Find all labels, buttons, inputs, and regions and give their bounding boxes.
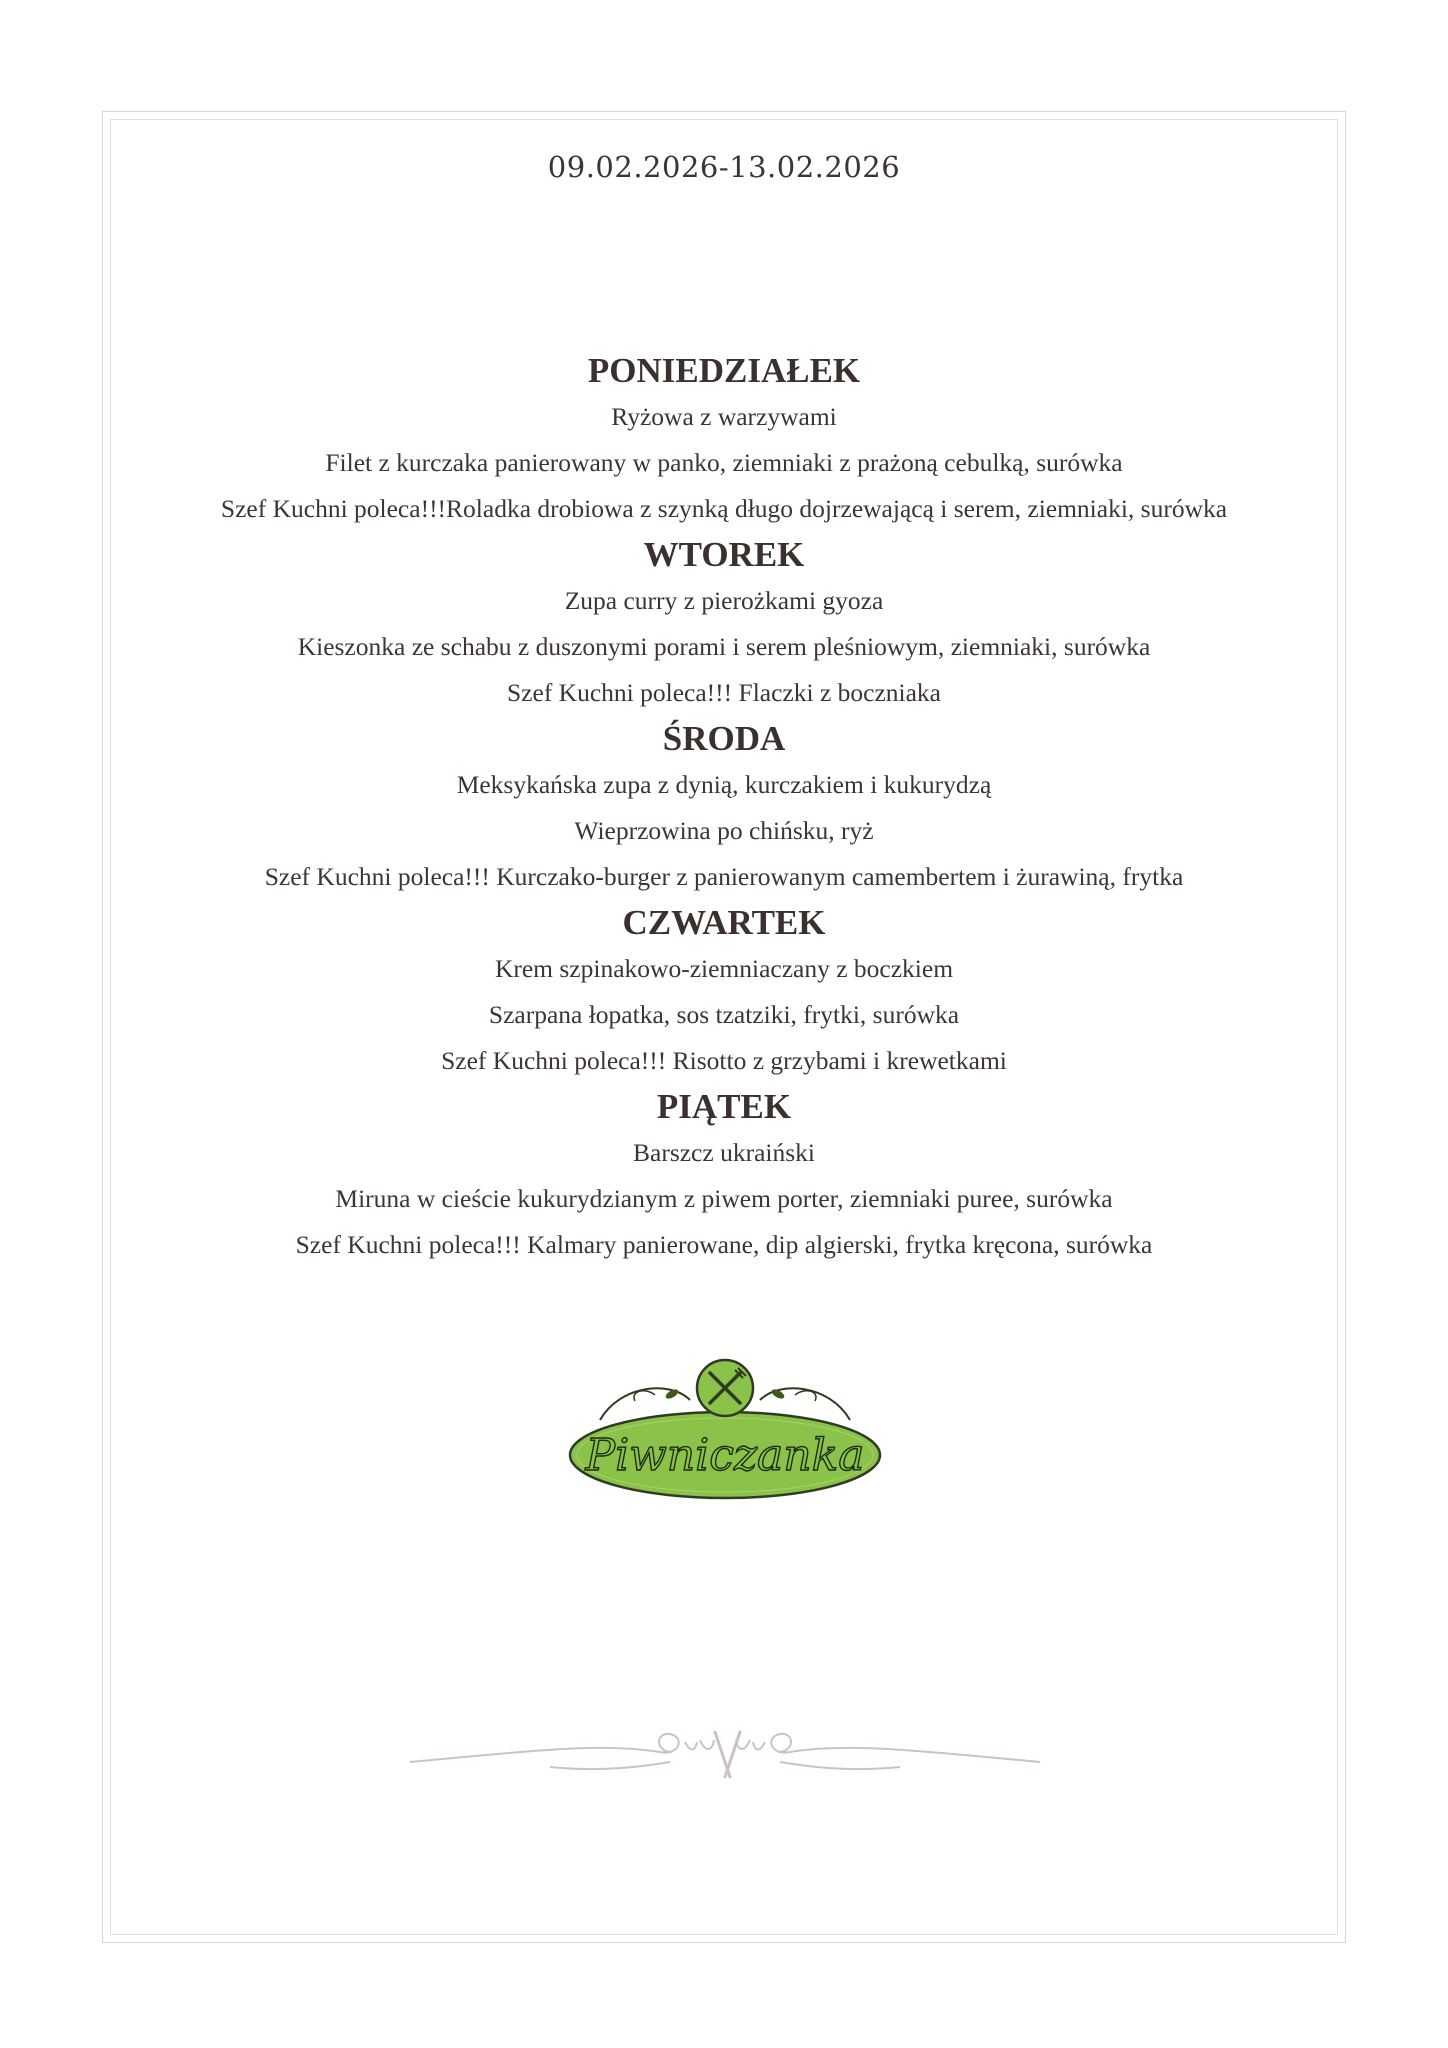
dish-item: Krem szpinakowo-ziemniaczany z boczkiem bbox=[494, 954, 954, 983]
day-section-tuesday bbox=[0, 532, 1448, 716]
date-range: 09.02.2026-13.02.2026 bbox=[547, 150, 901, 184]
dish-item: Ryżowa z warzywami bbox=[611, 402, 837, 431]
dish-item: Szef Kuchni poleca!!! Flaczki z boczniaka bbox=[507, 678, 941, 707]
day-section-monday bbox=[0, 348, 1448, 532]
day-heading: CZWARTEK bbox=[622, 903, 826, 942]
weekly-menu bbox=[0, 348, 1448, 1268]
day-section-thursday bbox=[0, 900, 1448, 1084]
dish-item: Meksykańska zupa z dynią, kurczakiem i kukurydzą bbox=[456, 770, 992, 799]
day-heading: WTOREK bbox=[643, 535, 805, 574]
dish-item: Wieprzowina po chińsku, ryż bbox=[574, 816, 874, 845]
dish-item: Kieszonka ze schabu z duszonymi porami i serem pleśniowym, ziemniaki, surówka bbox=[297, 632, 1151, 661]
dish-item: Miruna w cieście kukurydzianym z piwem porter, ziemniaki puree, surówka bbox=[335, 1184, 1113, 1213]
dish-item: Szef Kuchni poleca!!!Roladka drobiowa z szynką długo dojrzewającą i serem, ziemniaki, surówka bbox=[220, 494, 1228, 523]
day-heading: ŚRODA bbox=[662, 719, 786, 758]
logo-text: Piwniczanka bbox=[585, 1430, 865, 1481]
dish-item: Szef Kuchni poleca!!! Kalmary panierowane, dip algierski, frytka kręcona, surówka bbox=[295, 1230, 1153, 1259]
dish-item: Szef Kuchni poleca!!! Risotto z grzybami i krewetkami bbox=[441, 1046, 1007, 1075]
piwniczanka-logo bbox=[560, 1350, 890, 1500]
dish-item: Filet z kurczaka panierowany w panko, ziemniaki z prażoną cebulką, surówka bbox=[325, 448, 1123, 477]
dish-item: Szarpana łopatka, sos tzatziki, frytki, surówka bbox=[488, 1000, 960, 1029]
day-heading: PONIEDZIAŁEK bbox=[587, 351, 861, 390]
dish-item: Szef Kuchni poleca!!! Kurczako-burger z panierowanym camembertem i żurawiną, frytka bbox=[264, 862, 1184, 891]
day-section-wednesday bbox=[0, 716, 1448, 900]
fork-knife-flourish-icon bbox=[400, 1722, 1050, 1792]
dish-item: Barszcz ukraiński bbox=[633, 1138, 815, 1167]
fork-knife-icon bbox=[697, 1360, 753, 1416]
dish-item: Zupa curry z pierożkami gyoza bbox=[564, 586, 884, 615]
day-section-friday bbox=[0, 1084, 1448, 1268]
day-heading: PIĄTEK bbox=[656, 1087, 792, 1126]
